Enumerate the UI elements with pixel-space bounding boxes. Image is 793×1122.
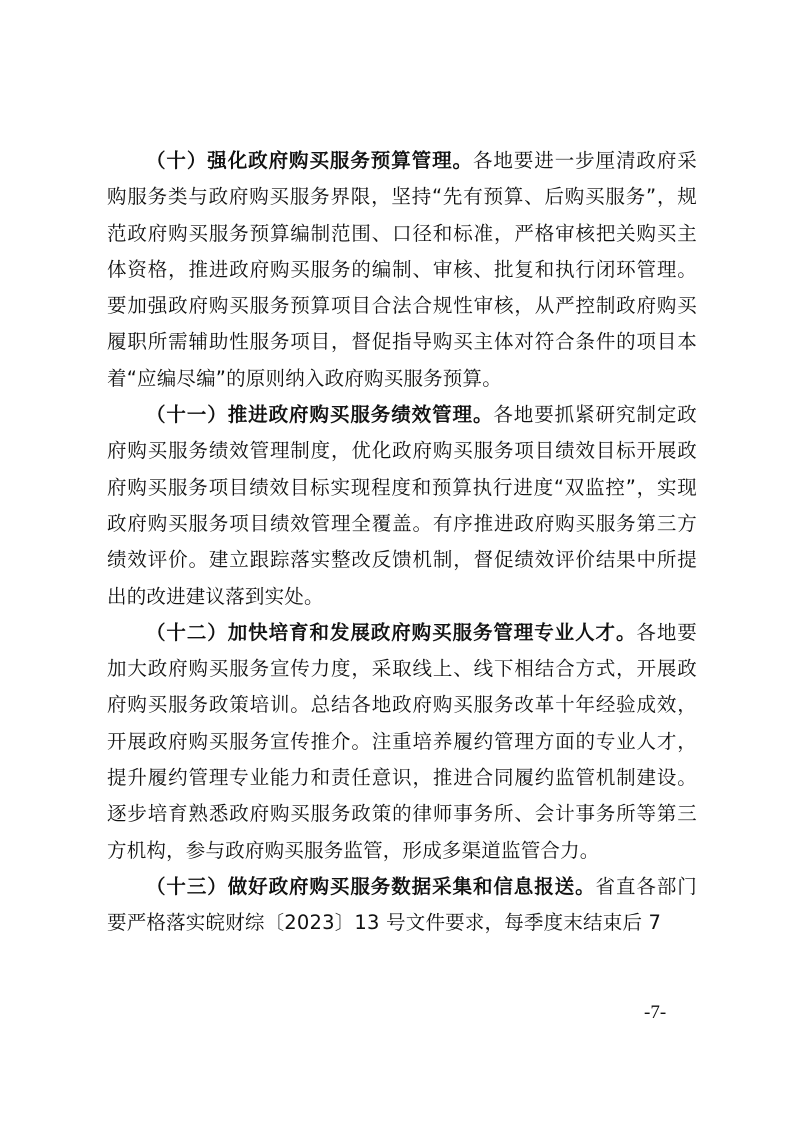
paragraph-section-13 (107, 869, 697, 942)
section-body-13: 省直各部门要严格落实皖财综〔2023〕13 号文件要求，每季度末结束后 7 (107, 874, 697, 935)
paragraph-section-11 (107, 397, 697, 615)
section-body-10: 各地要进一步厘清政府采购服务类与政府购买服务界限，坚持“先有预算、后购买服务”，规范政府购买服务预算编制范围、口径和标准，严格审核把关购买主体资格，推进政府购买服务的编制、审核、批复和执行闭环管理。要加强政府购买服务预算项目合法合规性审核，从严控制政府购买履职所需辅助性服务项目，督促指导购买主体对符合条件的项目本着“应编尽编”的原则纳入政府购买服务预算。 (107, 149, 697, 390)
section-body-11: 各地要抓紧研究制定政府购买服务绩效管理制度，优化政府购买服务项目绩效目标开展政府购买服务项目绩效目标实现程度和预算执行进度“双监控”，实现政府购买服务项目绩效管理全覆盖。有序推进政府购买服务第三方绩效评价。建立跟踪落实整改反馈机制，督促绩效评价结果中所提出的改进建议落到实处。 (107, 403, 697, 608)
section-heading-10: （十）强化政府购买服务预算管理。 (146, 149, 473, 172)
page-number: -7- (644, 1002, 667, 1023)
section-heading-11: （十一）推进政府购买服务绩效管理。 (146, 403, 494, 427)
section-heading-13: （十三）做好政府购买服务数据采集和信息报送。 (146, 874, 596, 898)
paragraph-section-10 (107, 143, 697, 397)
document-body (107, 143, 697, 942)
section-heading-12: （十二）加快培育和发展政府购买服务管理专业人才。 (146, 620, 637, 644)
paragraph-section-12 (107, 615, 697, 869)
section-body-12: 各地要加大政府购买服务宣传力度，采取线上、线下相结合方式，开展政府购买服务政策培训。总结各地政府购买服务改革十年经验成效，开展政府购买服务宣传推介。注重培养履约管理方面的专业人才，提升履约管理专业能力和责任意识，推进合同履约监管机制建设。逐步培育熟悉政府购买服务政策的律师事务所、会计事务所等第三方机构，参与政府购买服务监管，形成多渠道监管合力。 (107, 620, 697, 862)
